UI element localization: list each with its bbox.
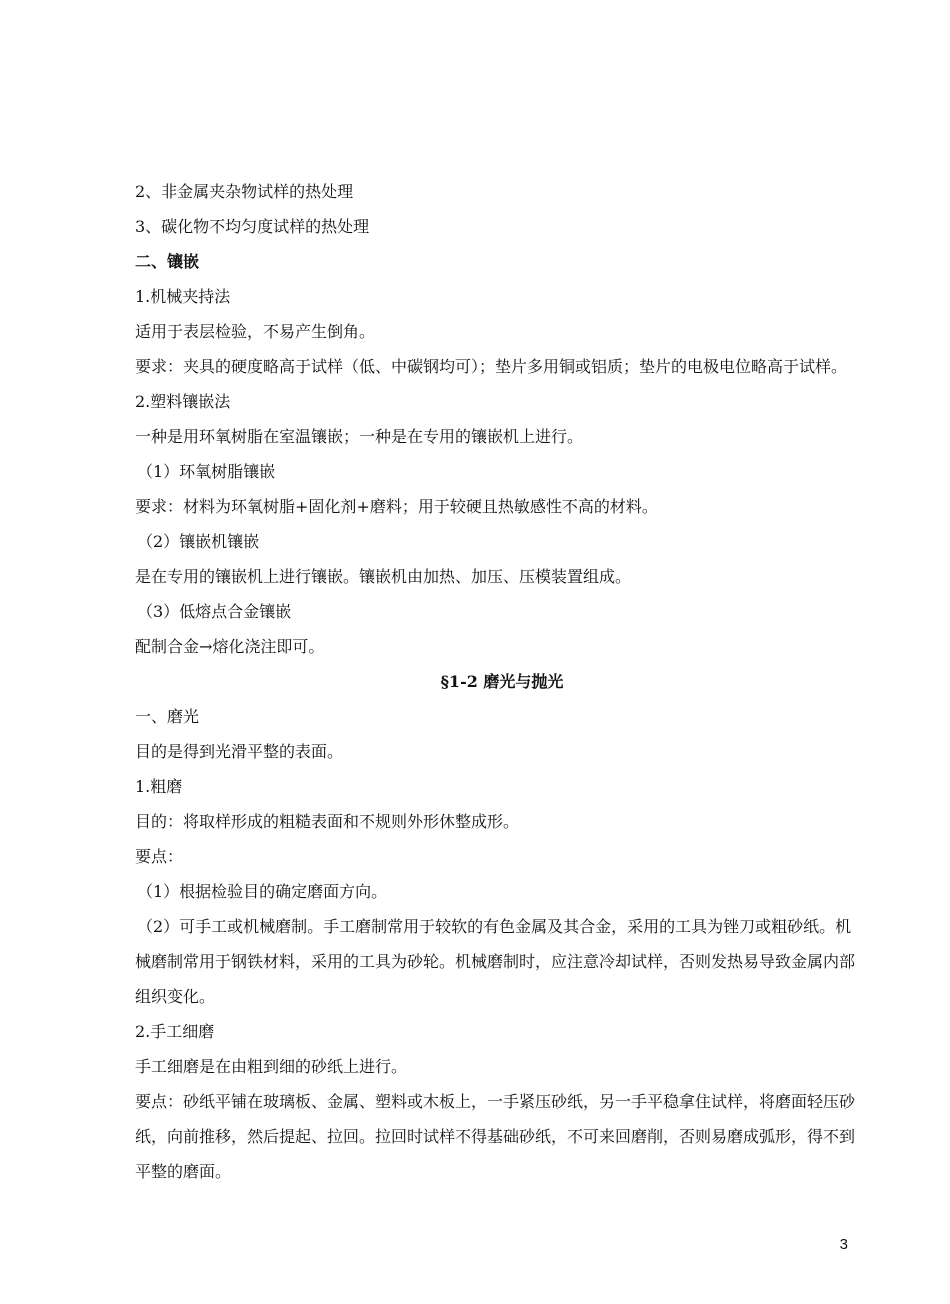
list-item-direction: （1）根据检验目的确定磨面方向。 (137, 882, 388, 901)
list-item-low-melting-alloy: （3）低熔点合金镶嵌 (137, 602, 292, 621)
list-item-machine-mounting: （2）镶嵌机镶嵌 (137, 532, 260, 551)
section-title-grinding-polishing: §1-2 磨光与抛光 (440, 672, 564, 691)
paragraph-item-1: 2、非金属夹杂物试样的热处理 (135, 182, 354, 201)
list-item-grinding-methods: （2）可手工或机械磨制。手工磨制常用于较软的有色金属及其合金，采用的工具为锉刀或粗砂纸。机械磨制常用于钢铁材料，采用的工具为砂轮。机械磨制时，应注意冷却试样，否则发热易导致金属内部组织变化。 (135, 917, 856, 1006)
subheading-rough-grinding: 1.粗磨 (135, 777, 183, 796)
paragraph-rough-purpose: 目的：将取样形成的粗糙表面和不规则外形休整成形。 (135, 812, 520, 831)
paragraph-grinding-purpose: 目的是得到光滑平整的表面。 (135, 742, 344, 761)
heading-grinding: 一、磨光 (135, 707, 200, 726)
label-key-points-1: 要点： (135, 847, 184, 866)
paragraph-fine-grinding: 手工细磨是在由粗到细的砂纸上进行。 (135, 1057, 408, 1076)
paragraph-plastic-methods: 一种是用环氧树脂在室温镶嵌；一种是在专用的镶嵌机上进行。 (135, 427, 584, 446)
page-number: 3 (839, 1236, 848, 1253)
subheading-manual-fine-grinding: 2.手工细磨 (135, 1022, 215, 1041)
list-item-epoxy-mounting: （1）环氧树脂镶嵌 (137, 462, 276, 481)
subheading-plastic-mounting: 2.塑料镶嵌法 (135, 392, 231, 411)
section-heading-mounting: 二、镶嵌 (135, 252, 200, 271)
paragraph-item-2: 3、碳化物不均匀度试样的热处理 (135, 217, 370, 236)
paragraph-machine-mounting: 是在专用的镶嵌机上进行镶嵌。镶嵌机由加热、加压、压模装置组成。 (135, 567, 632, 586)
paragraph-clamping-use: 适用于表层检验，不易产生倒角。 (135, 322, 376, 341)
paragraph-epoxy-requirements: 要求：材料为环氧树脂+固化剂+磨料；用于较硬且热敏感性不高的材料。 (135, 497, 658, 516)
subheading-mechanical-clamping: 1.机械夹持法 (135, 287, 231, 306)
paragraph-alloy-process: 配制合金→熔化浇注即可。 (135, 637, 325, 656)
paragraph-fine-grinding-key-points: 要点：砂纸平铺在玻璃板、金属、塑料或木板上，一手紧压砂纸，另一手平稳拿住试样，将磨面轻压砂纸，向前推移，然后提起、拉回。拉回时试样不得基础砂纸，不可来回磨削，否则易磨成弧形，得不到平整的磨面。 (135, 1092, 856, 1181)
document-body (135, 174, 855, 1189)
paragraph-clamping-requirements: 要求：夹具的硬度略高于试样（低、中碳钢均可）；垫片多用铜或铝质；垫片的电极电位略高于试样。 (135, 357, 848, 376)
